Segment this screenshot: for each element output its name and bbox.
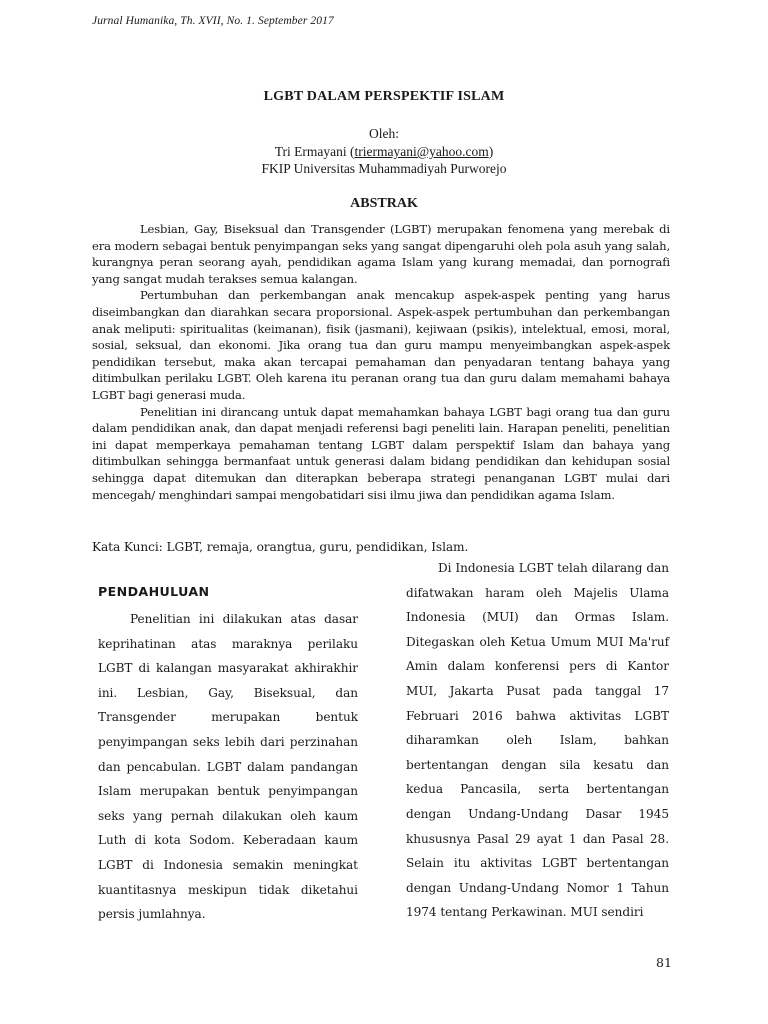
abstract-paragraph: Penelitian ini dirancang untuk dapat memahamkan bahaya LGBT bagi orang tua dan guru dalam pendidikan anak, dan dapat menjadi referensi bagi peneliti lain. Harapan peneliti, penelitian ini dapat memperkaya pemahaman tentang LGBT dalam perspektif Islam dan bahaya yang ditimbulkan sehingga bermanfaat untuk generasi dalam bidang pendidikan dan kehidupan sosial sehingga dapat ditemukan dan diterapkan beberapa strategi penanganan LGBT mulai dari mencegah/ menghindari sampai mengobatidari sisi ilmu jiwa dan pendidikan agama Islam. [92, 404, 670, 502]
right-column [406, 556, 669, 925]
running-header: Jurnal Humanika, Th. XVII, No. 1. September 2017 [92, 15, 334, 27]
abstract-paragraph: Pertumbuhan dan perkembangan anak mencakup aspek-aspek penting yang harus diseimbangkan dan diarahkan secara proporsional. Aspek-aspek pertumbuhan dan perkembangan anak meliputi: spiritualitas (keimanan), fisik (jasmani), kejiwaan (psikis), intelektual, emosi, moral, sosial, seksual, dan ekonomi. Jika orang tua dan guru mampu menyeimbangkan aspek-aspek pendidikan tersebut, maka akan tercapai pemahaman dan penyadaran tentang bahaya yang ditimbulkan perilaku LGBT. Oleh karena itu peranan orang tua dan guru dalam memahami bahaya LGBT bagi generasi muda. [92, 288, 670, 402]
section-heading-introduction: PENDAHULUAN [98, 584, 210, 599]
paper-title: LGBT DALAM PERSPEKTIF ISLAM [263, 89, 505, 104]
abstract-heading: ABSTRAK [350, 196, 418, 211]
author-name: Tri Ermayani ( [274, 144, 355, 159]
author-suffix: ) [488, 144, 494, 159]
body-paragraph: Di Indonesia LGBT telah dilarang dan difatwakan haram oleh Majelis Ulama Indonesia (MUI) dan Ormas Islam. Ditegaskan oleh Ketua Umum MUI Ma'ruf Amin dalam konferensi pers di Kantor MUI, Jakarta Pusat pada tanggal 17 Februari 2016 bahwa aktivitas LGBT diharamkan oleh Islam, bahkan bertentangan dengan sila kesatu dan kedua Pancasila, serta bertentangan dengan Undang-Undang Dasar 1945 khususnya Pasal 29 ayat 1 dan Pasal 28. Selain itu aktivitas LGBT bertentangan dengan Undang-Undang Nomor 1 Tahun 1974 tentang Perkawinan. MUI sendiri [406, 561, 669, 920]
author-line [0, 144, 768, 160]
page-number: 81 [656, 955, 672, 970]
introduction-paragraph: Penelitian ini dilakukan atas dasar keprihatinan atas maraknya perilaku LGBT di kalangan masyarakat akhirakhir ini. Lesbian, Gay, Biseksual, dan Transgender merupakan bentuk penyimpangan seks lebih dari perzinahan dan pencabulan. LGBT dalam pandangan Islam merupakan bentuk penyimpangan seks yang pernah dilakukan oleh kaum Luth di kota Sodom. Keberadaan kaum LGBT di Indonesia semakin meningkat kuantitasnya meskipun tidak diketahui persis jumlahnya. [98, 612, 358, 922]
abstract-paragraph: Lesbian, Gay, Biseksual dan Transgender (LGBT) merupakan fenomena yang merebak di era modern sebagai bentuk penyimpangan seks yang sangat dipengaruhi oleh pola asuh yang salah, kurangnya peran seorang ayah, pendidikan agama Islam yang kurang memadai, dan pornografi yang sangat mudah terakses semua kalangan. [92, 222, 670, 286]
keywords: Kata Kunci: LGBT, remaja, orangtua, guru, pendidikan, Islam. [92, 540, 469, 554]
left-column [98, 583, 358, 927]
author-email-link[interactable]: triermayani@yahoo.com [354, 144, 489, 159]
byline-label: Oleh: [369, 126, 399, 141]
abstract-body [92, 221, 670, 503]
author-affiliation: FKIP Universitas Muhammadiyah Purworejo [261, 161, 507, 176]
